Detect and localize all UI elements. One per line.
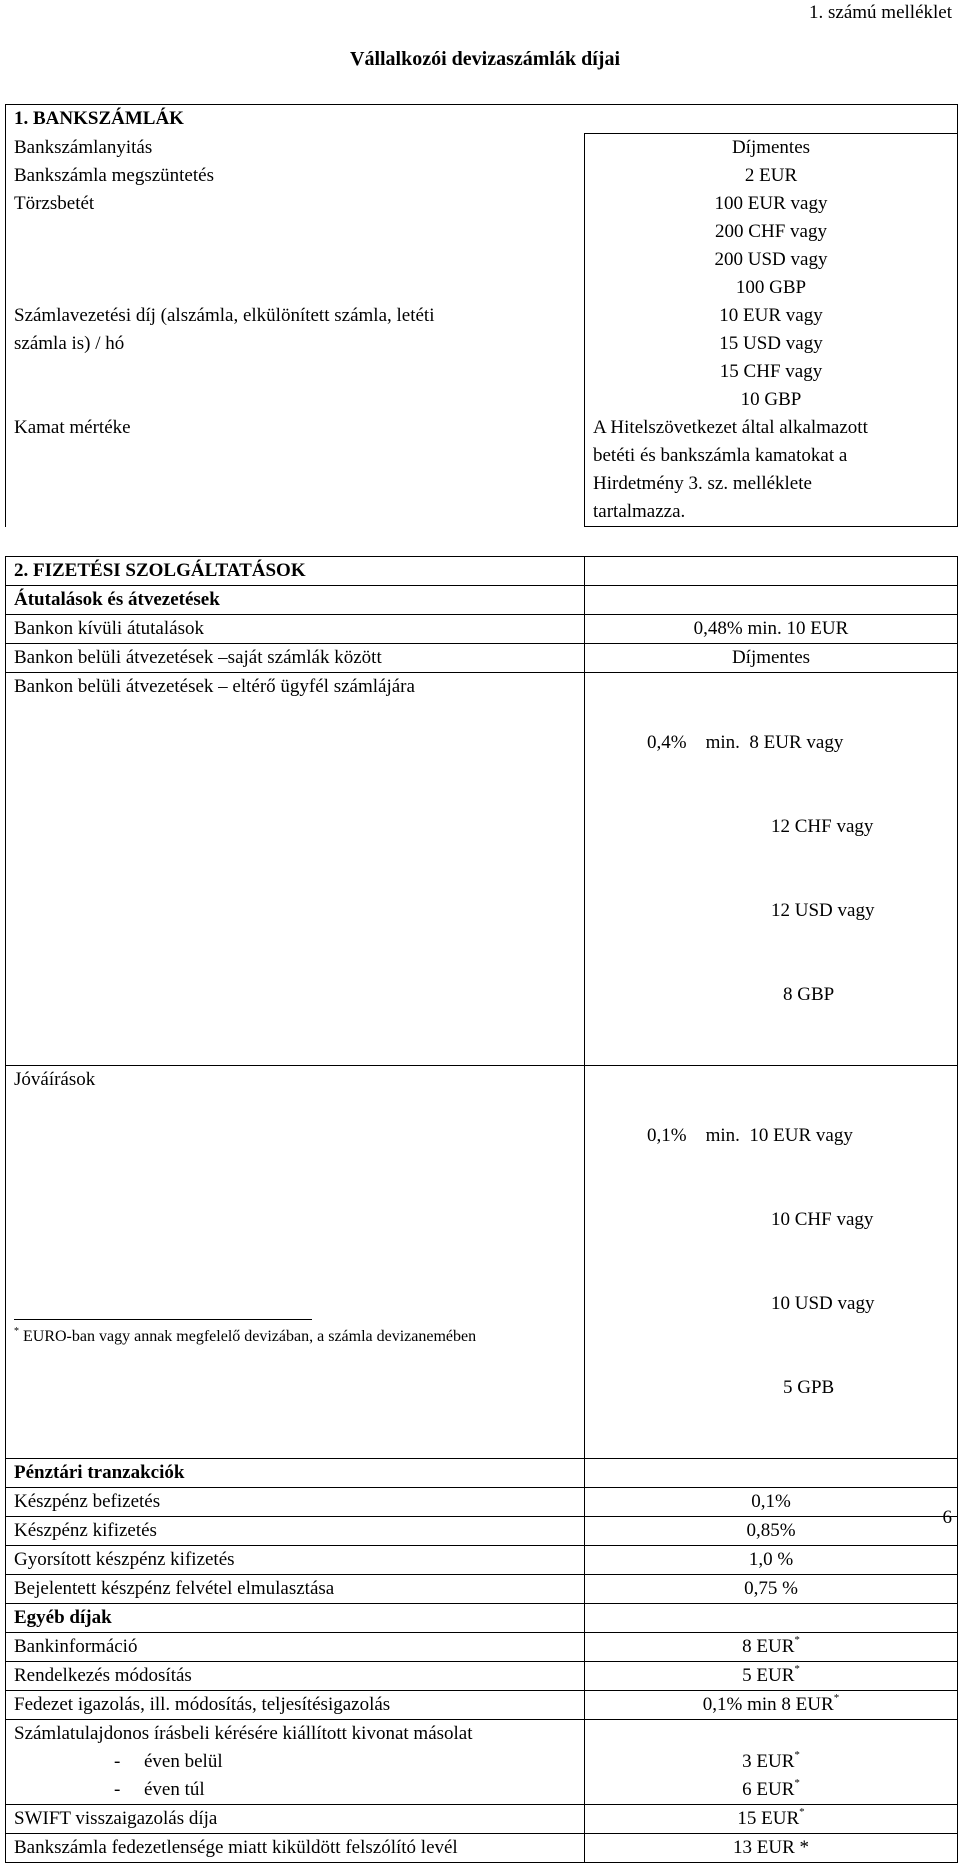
table-row [6, 1546, 958, 1575]
row-value: 15 EUR [737, 1808, 800, 1829]
table-row [6, 1517, 958, 1546]
row-label: Bankon belüli átvezetések – eltérő ügyfél számlájára [6, 673, 585, 1066]
row-value: 12 CHF vagy [771, 816, 874, 837]
footnote-marker: * [794, 1663, 800, 1675]
row-label: Törzsbetét [14, 192, 95, 214]
row-value: 0,75 % [585, 1575, 958, 1604]
footnote-marker: * [794, 1749, 800, 1761]
row-value: 15 USD vagy [719, 333, 823, 354]
table-row [6, 1691, 958, 1720]
row-value: 10 USD vagy [771, 1293, 875, 1314]
footnote-marker: * [799, 1806, 805, 1818]
page-title: Vállalkozói devizaszámlák díjai [350, 48, 620, 70]
list-dash: - [114, 1779, 121, 1800]
row-value: 3 EUR [742, 1751, 795, 1772]
row-label: Bejelentett készpénz felvétel elmulasztása [6, 1575, 585, 1604]
row-label: Készpénz kifizetés [6, 1517, 585, 1546]
table-row [6, 105, 958, 134]
row-value: 100 EUR vagy [714, 193, 828, 214]
interest-text: A Hitelszövetkezet által alkalmazott [593, 417, 868, 438]
page-number: 6 [942, 1507, 952, 1528]
table-row [6, 644, 958, 673]
row-value: 6 EUR [742, 1779, 795, 1800]
table-row [6, 1633, 958, 1662]
row-label: éven túl [144, 1779, 205, 1800]
row-label: Bankszámla fedezetlensége miatt kiküldött felszólító levél [6, 1834, 585, 1863]
row-label: Bankon belüli átvezetések –saját számlák között [6, 644, 585, 673]
row-value: Díjmentes [585, 644, 958, 673]
row-label: SWIFT visszaigazolás díja [6, 1805, 585, 1834]
table-row [6, 134, 958, 527]
footnote-marker: * [833, 1692, 840, 1704]
row-label: Bankszámlanyitás [14, 136, 153, 158]
row-label: Számlavezetési díj (alszámla, elkülönített számla, letéti [14, 304, 435, 326]
section-heading: 1. BANKSZÁMLÁK [6, 105, 958, 134]
row-value: 2 EUR [744, 165, 798, 186]
row-label: Jóváírások [6, 1066, 585, 1459]
row-value: 1,0 % [585, 1546, 958, 1575]
row-value: 0,1% min 8 EUR [702, 1694, 834, 1715]
row-label: éven belül [144, 1751, 223, 1772]
row-value: 5 EUR [742, 1665, 795, 1686]
row-value: 0,1% [585, 1488, 958, 1517]
table-row [6, 1575, 958, 1604]
row-label: Fedezet igazolás, ill. módosítás, teljesítésigazolás [6, 1691, 585, 1720]
row-label: Kamat mértéke [14, 416, 131, 438]
table-row [6, 1604, 958, 1633]
footnote-divider [14, 1319, 312, 1320]
row-value: 13 EUR * [585, 1834, 958, 1863]
footnote-text: EURO-ban vagy annak megfelelő devizában, a számla devizanemében [19, 1328, 477, 1345]
row-label: Bankszámla megszüntetés [14, 164, 214, 186]
row-value: 10 GBP [740, 389, 802, 410]
table-row [6, 557, 958, 586]
row-value: 15 CHF vagy [719, 361, 823, 382]
row-value: 0,48% min. 10 EUR [585, 615, 958, 644]
row-label: Bankon kívüli átutalások [6, 615, 585, 644]
table-row [6, 673, 958, 1066]
footnote-marker: * [794, 1777, 800, 1789]
interest-text: Hirdetmény 3. sz. melléklete [593, 473, 812, 494]
row-value: 8 GBP [783, 984, 835, 1005]
subsection-heading: Átutalások és átvezetések [6, 586, 585, 615]
interest-text: betéti és bankszámla kamatokat a [593, 445, 848, 466]
list-dash: - [114, 1751, 121, 1772]
row-value: 10 CHF vagy [771, 1209, 874, 1230]
row-value: 0,85% [585, 1517, 958, 1546]
subsection-heading: Egyéb díjak [6, 1604, 585, 1633]
table-row [6, 1662, 958, 1691]
row-value: 0,4% min. 8 EUR vagy [647, 732, 844, 753]
footnote-marker: * [14, 1326, 19, 1337]
table-row [6, 1459, 958, 1488]
table-row [6, 1720, 958, 1805]
row-value: Díjmentes [731, 137, 811, 158]
table-row [6, 1066, 958, 1459]
table-row [6, 1488, 958, 1517]
subsection-heading: Pénztári tranzakciók [6, 1459, 585, 1488]
interest-text: tartalmazza. [593, 501, 686, 522]
row-value: 8 EUR [742, 1636, 795, 1657]
bank-accounts-table [5, 104, 958, 527]
table-row [6, 615, 958, 644]
row-label: Rendelkezés módosítás [6, 1662, 585, 1691]
row-value: 5 GPB [783, 1377, 835, 1398]
table-row [6, 1834, 958, 1863]
row-value: 100 GBP [735, 277, 807, 298]
row-label: Gyorsított készpénz kifizetés [6, 1546, 585, 1575]
row-value: 200 CHF vagy [715, 221, 827, 242]
section-heading: 2. FIZETÉSI SZOLGÁLTATÁSOK [6, 557, 585, 586]
row-value: 200 USD vagy [714, 249, 828, 270]
row-value: 0,1% min. 10 EUR vagy [647, 1125, 853, 1146]
row-label: Számlatulajdonos írásbeli kérésére kiállított kivonat másolat [14, 1723, 473, 1744]
table-row [6, 1805, 958, 1834]
row-value: 10 EUR vagy [719, 305, 823, 326]
footnote [14, 1328, 476, 1346]
annex-label: 1. számú melléklet [809, 2, 952, 23]
row-value: 12 USD vagy [771, 900, 875, 921]
row-label: számla is) / hó [14, 332, 125, 354]
table-row [6, 586, 958, 615]
footnote-marker: * [794, 1634, 800, 1646]
row-label: Készpénz befizetés [6, 1488, 585, 1517]
payment-services-table [5, 556, 958, 1863]
row-label: Bankinformáció [6, 1633, 585, 1662]
